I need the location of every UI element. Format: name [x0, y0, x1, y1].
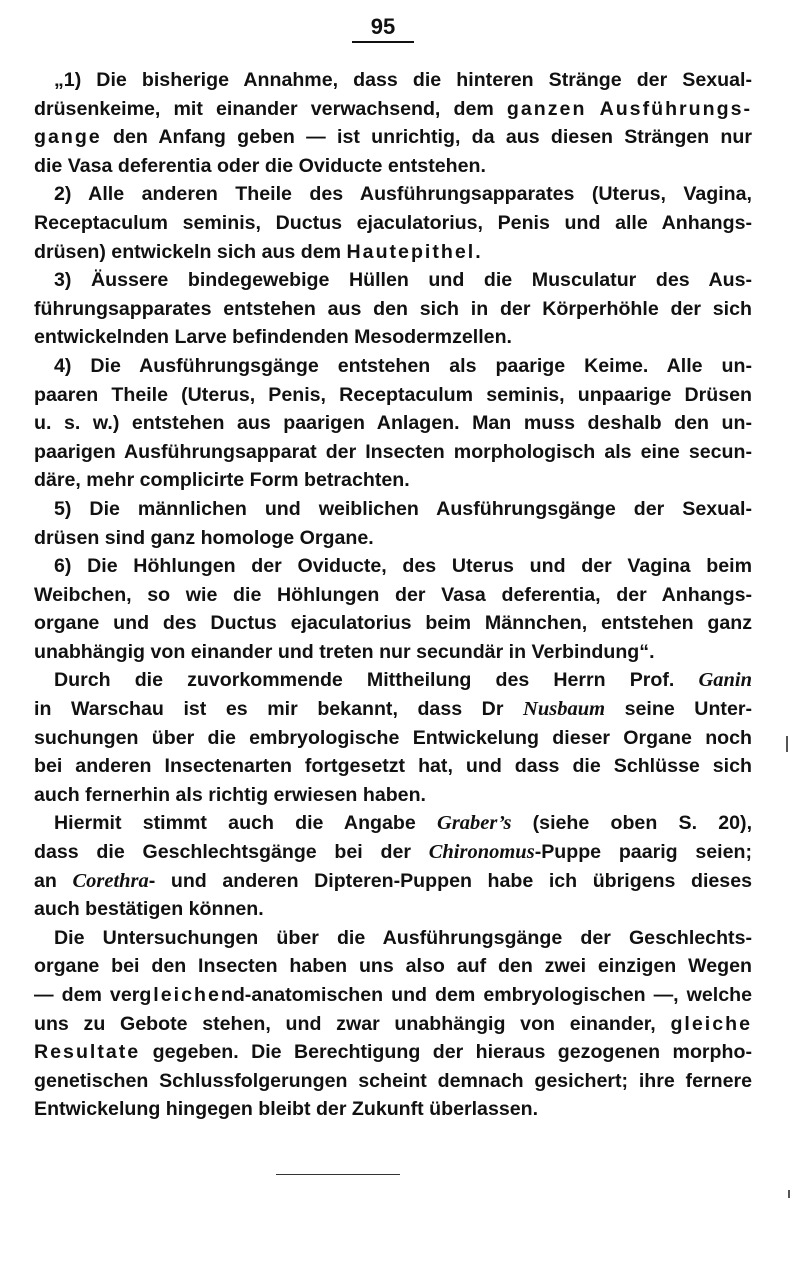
text-line: Hiermit stimmt auch die Angabe Graber’s (siehe oben S. 20), [54, 812, 753, 835]
text-line: Durch die zuvorkommende Mittheilung des Herrn Prof. Ganin [54, 669, 752, 692]
scan-mark [788, 1190, 790, 1198]
page-number-underline [352, 41, 414, 43]
text-line: 4) Die Ausführungsgänge entstehen als paarige Keime. Alle un- [54, 354, 752, 377]
text-line: paarigen Ausführungsapparat der Insecten morphologisch als eine secun- [34, 440, 752, 463]
text-line: organe bei den Insecten haben uns also auf den zwei einzigen Wegen [34, 955, 752, 978]
text-line: Resultate gegeben. Die Berechtigung der hieraus gezogenen morpho- [34, 1041, 752, 1064]
text-line: auch bestätigen können. [34, 898, 264, 921]
text-line: genetischen Schlussfolgerungen scheint demnach gesichert; ihre fernere [34, 1069, 752, 1092]
text-line: Weibchen, so wie die Höhlungen der Vasa deferentia, der Anhangs- [34, 583, 752, 606]
text-line: uns zu Gebote stehen, und zwar unabhängig von einander, gleiche [34, 1012, 752, 1035]
text-line: 5) Die männlichen und weiblichen Ausführungsgänge der Sexual- [54, 497, 752, 520]
text-line: paaren Theile (Uterus, Penis, Receptaculum seminis, unpaarige Drüsen [34, 383, 752, 406]
scan-mark [786, 736, 788, 752]
text-line: drüsen) entwickeln sich aus dem Hautepithel. [34, 240, 481, 263]
text-line: in Warschau ist es mir bekannt, dass Dr Nusbaum seine Unter- [34, 698, 752, 721]
text-line: gange den Anfang geben — ist unrichtig, da aus diesen Strängen nur [34, 126, 752, 149]
text-line: an Corethra- und anderen Dipteren-Puppen habe ich übrigens dieses [34, 869, 752, 892]
text-line: entwickelnden Larve befindenden Mesodermzellen. [34, 326, 512, 349]
text-line: drüsenkeime, mit einander verwachsend, dem ganzen Ausführungs- [34, 97, 752, 120]
text-line: „1) Die bisherige Annahme, dass die hinteren Stränge der Sexual- [54, 69, 752, 91]
text-line: auch fernerhin als richtig erwiesen haben. [34, 783, 426, 806]
text-line: Entwickelung hingegen bleibt der Zukunft überlassen. [34, 1098, 539, 1121]
text-line: organe und des Ductus ejaculatorius beim Männchen, entstehen ganz [34, 612, 752, 635]
text-line: Receptaculum seminis, Ductus ejaculatorius, Penis und alle Anhangs- [34, 211, 752, 234]
text-line: suchungen über die embryologische Entwickelung dieser Organe noch [34, 726, 752, 749]
text-line: drüsen sind ganz homologe Organe. [34, 526, 374, 549]
text-line: Die Untersuchungen über die Ausführungsgänge der Geschlechts- [54, 926, 752, 949]
text-line: führungsapparates entstehen aus den sich in der Körperhöhle der sich [34, 297, 752, 320]
text-line: 6) Die Höhlungen der Oviducte, des Uterus und der Vagina beim [54, 555, 752, 578]
text-line: — dem vergleichend-anatomischen und dem embryologischen —, welche [34, 984, 752, 1006]
text-line: däre, mehr complicirte Form betrachten. [34, 469, 410, 492]
text-line: die Vasa deferentia oder die Oviducte entstehen. [34, 154, 486, 177]
text-line: unabhängig von einander und treten nur secundär in Verbindung“. [34, 640, 655, 663]
section-end-rule [276, 1174, 400, 1175]
text-line: u. s. w.) entstehen aus paarigen Anlagen. Man muss deshalb den un- [34, 412, 752, 435]
page-number: 95 [370, 14, 396, 39]
text-line: bei anderen Insectenarten fortgesetzt hat, und dass die Schlüsse sich [34, 755, 752, 778]
text-line: 2) Alle anderen Theile des Ausführungsapparates (Uterus, Vagina, [54, 183, 752, 206]
text-line: dass die Geschlechtsgänge bei der Chironomus-Puppe paarig seien; [34, 841, 752, 864]
body-text [34, 66, 752, 1124]
text-line: 3) Äussere bindegewebige Hüllen und die Musculatur des Aus- [54, 269, 752, 292]
